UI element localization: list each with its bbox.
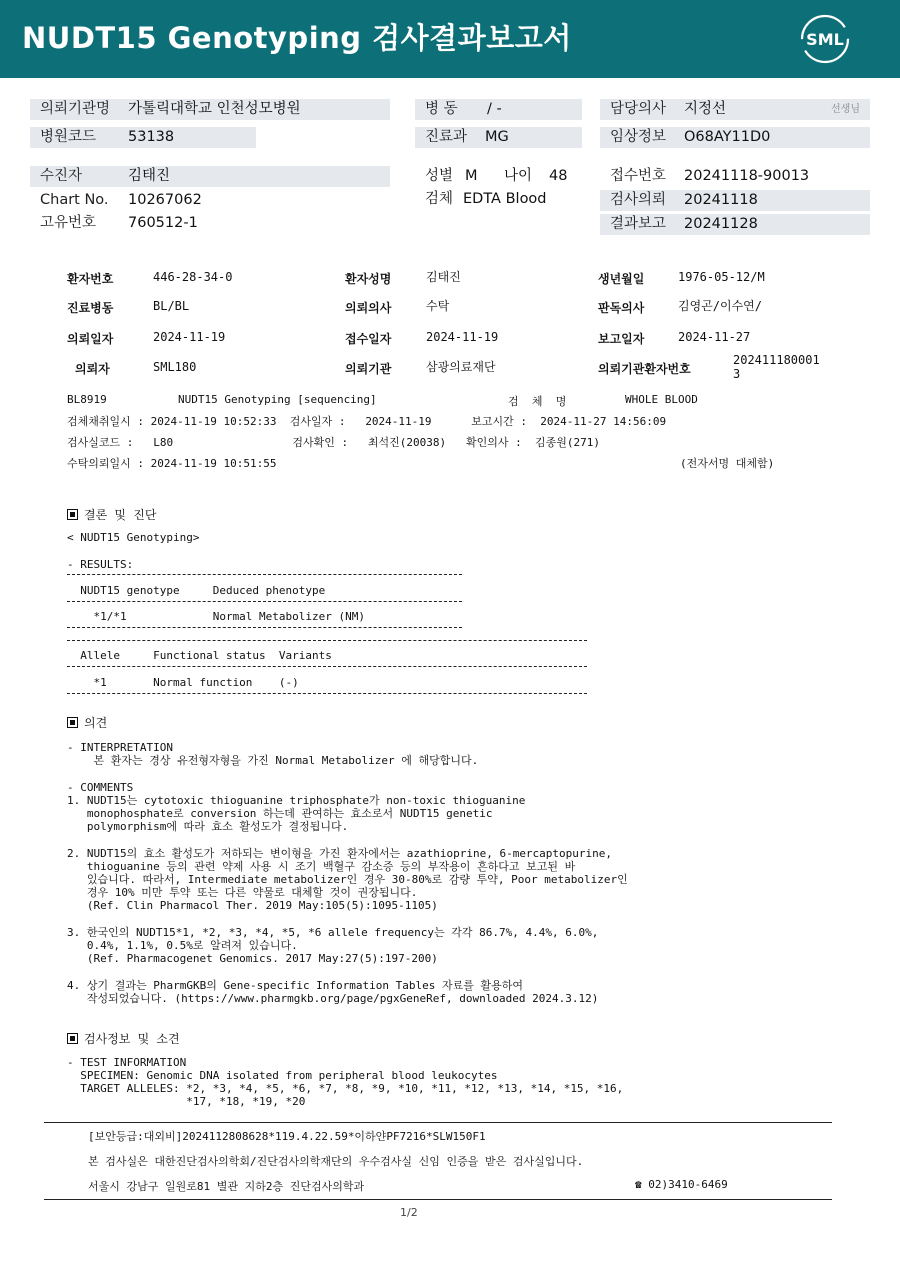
result-field (600, 214, 870, 235)
table1-bottom-rule (67, 627, 462, 628)
patient-block-label: 진료병동 (67, 301, 114, 315)
ward-field (415, 99, 582, 120)
patient-field (30, 166, 390, 187)
footer-top-rule (44, 1122, 832, 1123)
opinion-section-title: 의견 (67, 714, 107, 731)
patient-block-label: 환자번호 (67, 272, 114, 286)
certification-line: 본 검사실은 대한진단검사의학회/진단검사의학재단의 우수검사실 신임 인증을 받은 검사실입니다. (88, 1155, 584, 1168)
chart-field (30, 190, 390, 211)
patient-block-label: 보고일자 (598, 332, 645, 346)
address-line: 서울시 강남구 일원로81 별관 지하2층 진단검사의학과 (88, 1180, 365, 1193)
patient-block-label: 의뢰기관환자번호 (598, 362, 691, 376)
sex-label: 성별 (425, 168, 454, 184)
table1-row: *1/*1 Normal Metabolizer (NM) (67, 610, 366, 623)
square-bullet-icon (67, 717, 78, 728)
testinfo-section-title: 검사정보 및 소견 (67, 1030, 180, 1047)
test-line-3: 수탁의뢰일시 : 2024-11-19 10:51:55 (67, 457, 277, 470)
results-heading: - RESULTS: (67, 558, 134, 571)
institution-label: 의뢰기관명 (40, 101, 111, 117)
hospital-code-value: 53138 (128, 129, 175, 145)
patient-block-value: 수탁 (426, 299, 450, 313)
dept-field (415, 127, 582, 148)
patient-block-value: 2024-11-19 (426, 330, 499, 344)
patient-block-value: BL/BL (153, 299, 190, 313)
patient-block-value: 2024-11-27 (678, 330, 751, 344)
receipt-value: 20241118-90013 (684, 168, 810, 184)
institution-value: 가톨릭대학교 인천성모병원 (128, 101, 301, 117)
patient-block-value: 김태진 (426, 270, 461, 284)
square-bullet-icon (67, 1033, 78, 1044)
table2-header: Allele Functional status Variants (67, 649, 332, 662)
test-specimen-label: 검 체 명 (508, 395, 567, 408)
hospital-code-label: 병원코드 (40, 129, 97, 145)
unique-value: 760512-1 (128, 215, 198, 231)
patient-block-label: 의뢰의사 (345, 301, 392, 315)
patient-block-value: 삼광의료재단 (426, 360, 496, 374)
unique-label: 고유번호 (40, 215, 97, 231)
patient-block-value: 446-28-34-0 (153, 270, 233, 284)
patient-block-value: 202411180001 3 (733, 353, 820, 381)
patient-block-value: SML180 (153, 360, 197, 374)
doctor-label: 담당의사 (610, 101, 667, 117)
conclusion-section-title: 결론 및 진단 (67, 506, 156, 523)
sex-value: M (465, 168, 478, 184)
test-specimen: WHOLE BLOOD (625, 393, 698, 406)
patient-label: 수진자 (40, 168, 83, 184)
patient-block-label: 판독의사 (598, 301, 645, 315)
specimen-field (415, 189, 595, 210)
clinical-label: 임상정보 (610, 129, 667, 145)
square-bullet-icon (67, 509, 78, 520)
page-number: 1/2 (400, 1206, 418, 1219)
chart-value: 10267062 (128, 192, 202, 208)
signature-note: (전자서명 대체함) (680, 457, 775, 470)
test-information-text: - TEST INFORMATION SPECIMEN: Genomic DNA isolated from peripheral blood leukocytes TARGET ALLELES: *2, *3, *4, *5, *6, *7, *8, *9, *10, *11, *12, *13, *14, *15, *16, *17, *18, *19, *20 (67, 1056, 624, 1108)
doctor-suffix: 선생님 (831, 104, 860, 115)
clinical-field (600, 127, 870, 148)
test-line-1: 검체채취일시 : 2024-11-19 10:52:33 검사일자 : 2024-11-19 보고시간 : 2024-11-27 14:56:09 (67, 415, 667, 428)
table1-header: NUDT15 genotype Deduced phenotype (67, 584, 326, 597)
table2-row: *1 Normal function (-) (67, 676, 299, 689)
table1-mid-rule (67, 601, 462, 602)
patient-block-label: 생년월일 (598, 272, 645, 286)
request-field (600, 190, 870, 211)
result-value: 20241128 (684, 216, 758, 232)
security-line: [보안등급:대외비]2024112808628*119.4.22.59*이하얀PF7216*SLW150F1 (88, 1130, 486, 1143)
patient-value: 김태진 (128, 168, 171, 184)
request-value: 20241118 (684, 192, 758, 208)
report-header (0, 0, 900, 78)
hospital-code-field (30, 127, 256, 148)
age-label: 나이 (504, 168, 533, 184)
table2-bottom-rule (67, 693, 587, 694)
comment-1: - COMMENTS 1. NUDT15는 cytotoxic thioguanine triphosphate가 non-toxic thioguanine monophosphate로 conversion 하는데 관여하는 효소로서 NUDT15 genetic polymorphism에 따라 효소 활성도가 결정됩니다. (67, 781, 526, 833)
logo-text: SML (806, 30, 844, 49)
patient-block-label: 의뢰일자 (67, 332, 114, 346)
gene-heading: < NUDT15 Genotyping> (67, 531, 200, 544)
specimen-value: EDTA Blood (463, 191, 547, 207)
dept-label: 진료과 (425, 129, 468, 145)
doctor-field (600, 99, 870, 120)
chart-label: Chart No. (40, 192, 109, 208)
patient-block-label: 접수일자 (345, 332, 392, 346)
report-title: NUDT15 Genotyping 검사결과보고서 (22, 21, 572, 55)
table2-top-rule (67, 640, 587, 641)
footer-bottom-rule (44, 1199, 832, 1200)
receipt-field (600, 166, 870, 187)
patient-block-value: 2024-11-19 (153, 330, 226, 344)
specimen-label: 검체 (425, 191, 454, 207)
patient-block-label: 의뢰자 (75, 362, 110, 376)
test-code: BL8919 (67, 393, 107, 406)
sex-age-field (415, 166, 595, 187)
table2-mid-rule (67, 666, 587, 667)
sml-logo (800, 14, 850, 64)
table1-top-rule (67, 574, 462, 575)
comment-2: 2. NUDT15의 효소 활성도가 저하되는 변이형을 가진 환자에서는 azathioprine, 6-mercaptopurine, thioguanine 등의 관련 약제 사용 시 조기 백혈구 감소증 등의 부작용이 흔하다고 보고된 바 있습니다. 따라서, Intermediate metabolizer인 경우 30-80%로 감량 투약, Poor metabolizer인 경우 10% 미만 투약 또는 다른 약물로 대체할 것이 권장됩니다. (Ref. Clin Pharmacol Ther. 2019 May:105(5):1095-1105) (67, 847, 628, 912)
doctor-value: 지정선 (684, 101, 727, 117)
dept-value: MG (485, 129, 509, 145)
patient-block-label: 환자성명 (345, 272, 392, 286)
unique-field (30, 213, 390, 234)
test-line-2: 검사실코드 : L80 검사확인 : 최석진(20038) 확인의사 : 김종원(271) (67, 436, 601, 449)
phone-line: ☎ 02)3410-6469 (635, 1178, 728, 1191)
result-label: 결과보고 (610, 216, 667, 232)
receipt-label: 접수번호 (610, 168, 667, 184)
clinical-value: O68AY11D0 (684, 129, 771, 145)
patient-block-value: 김영곤/이수연/ (678, 299, 763, 313)
request-label: 검사의뢰 (610, 192, 667, 208)
patient-block-value: 1976-05-12/M (678, 270, 765, 284)
ward-value: / - (487, 101, 502, 117)
test-name: NUDT15 Genotyping [sequencing] (178, 393, 377, 406)
age-value: 48 (549, 168, 568, 184)
comment-4: 4. 상기 결과는 PharmGKB의 Gene-specific Information Tables 자료를 활용하여 작성되었습니다. (https://www.pharmgkb.org/page/pgxGeneRef, downloaded 2024.3.12) (67, 979, 599, 1005)
ward-label: 병 동 (425, 101, 458, 117)
patient-block-label: 의뢰기관 (345, 362, 392, 376)
comment-3: 3. 한국인의 NUDT15*1, *2, *3, *4, *5, *6 allele frequency는 각각 86.7%, 4.4%, 6.0%, 0.4%, 1.1%, 0.5%로 알려져 있습니다. (Ref. Pharmacogenet Genomics. 2017 May:27(5):197-200) (67, 926, 599, 965)
interpretation-text: - INTERPRETATION 본 환자는 경상 유전형자형을 가진 Normal Metabolizer 에 해당합니다. (67, 741, 479, 767)
institution-field (30, 99, 390, 120)
